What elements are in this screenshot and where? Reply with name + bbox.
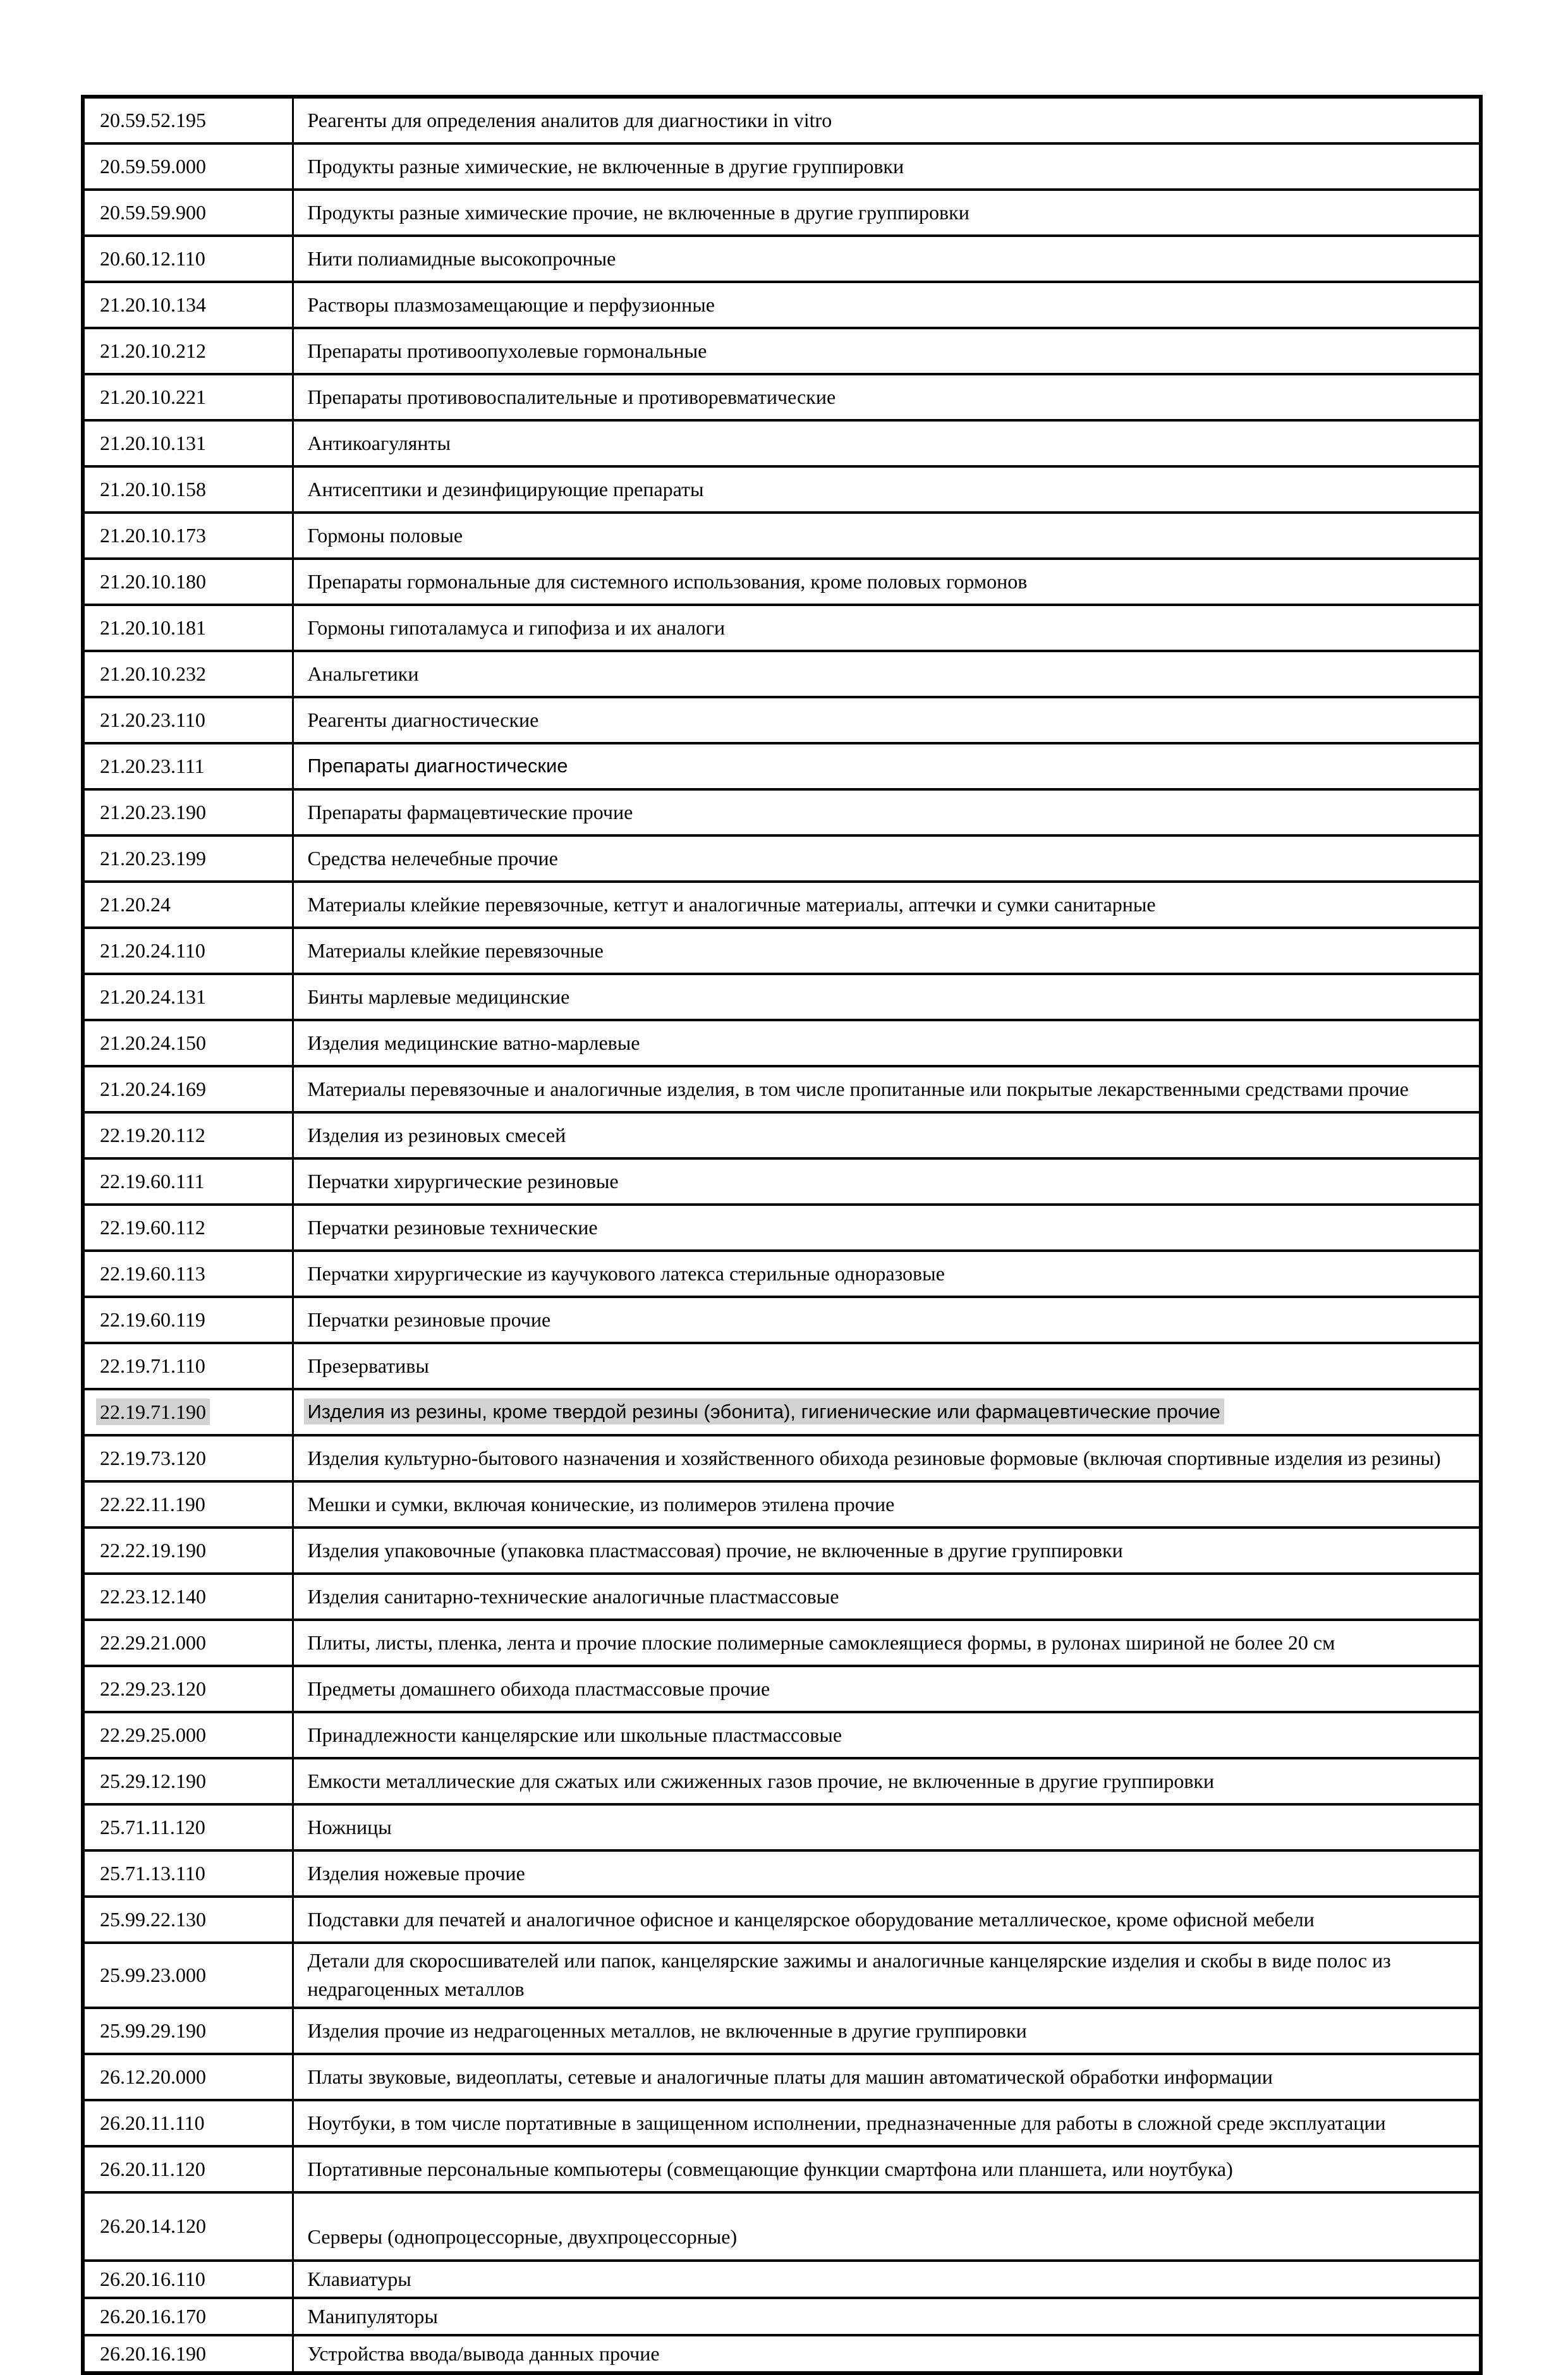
- table-row: [83, 328, 1481, 374]
- description-text: Препараты гормональные для системного использования, кроме половых гормонов: [307, 569, 1028, 593]
- code-cell: [83, 1574, 293, 1620]
- code-text: 22.19.20.112: [100, 1123, 205, 1146]
- code-text: 25.29.12.190: [100, 1769, 206, 1792]
- description-text: Принадлежности канцелярские или школьные пластмассовые: [307, 1723, 842, 1746]
- table-row: [83, 1251, 1481, 1297]
- description-cell: [293, 374, 1481, 420]
- table-row: [83, 143, 1481, 190]
- table-row: [83, 2192, 1481, 2261]
- table-row: [83, 835, 1481, 882]
- description-text: Изделия прочие из недрагоценных металлов, не включенные в другие группировки: [307, 2019, 1027, 2042]
- description-text: Средства нелечебные прочие: [307, 846, 558, 870]
- code-cell: [83, 2100, 293, 2146]
- description-cell: [293, 2298, 1481, 2335]
- description-text: Антикоагулянты: [307, 431, 451, 454]
- description-text: Нити полиамидные высокопрочные: [307, 246, 616, 270]
- code-text: 21.20.10.134: [100, 293, 206, 316]
- table-row: [83, 974, 1481, 1020]
- code-cell: [83, 1435, 293, 1481]
- description-cell: [293, 1297, 1481, 1343]
- table-body: [83, 97, 1481, 2373]
- code-text: 22.19.71.110: [100, 1354, 205, 1377]
- code-text: 21.20.24.150: [100, 1031, 206, 1054]
- code-text: 26.20.11.110: [100, 2111, 205, 2134]
- table-row: [83, 743, 1481, 789]
- description-cell: [293, 651, 1481, 697]
- code-text: 21.20.10.131: [100, 431, 206, 454]
- code-text: 21.20.10.212: [100, 339, 206, 362]
- description-text: Продукты разные химические прочие, не включенные в другие группировки: [307, 200, 969, 224]
- description-text: Препараты диагностические: [307, 755, 568, 777]
- table-row: [83, 559, 1481, 605]
- code-cell: [83, 2298, 293, 2335]
- code-cell: [83, 282, 293, 328]
- code-cell: [83, 743, 293, 789]
- code-cell: [83, 97, 293, 143]
- table-row: [83, 1804, 1481, 1850]
- code-text: 21.20.24.131: [100, 985, 206, 1008]
- code-text: 22.29.23.120: [100, 1677, 206, 1700]
- code-text: 22.19.60.112: [100, 1215, 205, 1239]
- code-text: 26.20.11.120: [100, 2157, 205, 2180]
- description-text: Ноутбуки, в том числе портативные в защищенном исполнении, предназначенные для работы в сложной среде эксплуатации: [307, 2111, 1386, 2134]
- code-text: 26.20.16.190: [100, 2342, 206, 2365]
- description-text: Реагенты для определения аналитов для диагностики in vitro: [307, 108, 832, 131]
- table-row: [83, 1620, 1481, 1666]
- code-text: 25.71.11.120: [100, 1815, 205, 1838]
- code-cell: [83, 236, 293, 282]
- description-text: Изделия из резиновых смесей: [307, 1123, 566, 1146]
- code-text: 20.60.12.110: [100, 246, 205, 270]
- description-text: Материалы перевязочные и аналогичные изделия, в том числе пропитанные или покрытые лекарственными средствами прочие: [307, 1077, 1409, 1100]
- description-cell: [293, 1251, 1481, 1297]
- code-text: 22.19.71.190: [96, 1399, 210, 1425]
- code-cell: [83, 1066, 293, 1112]
- table-row: [83, 1712, 1481, 1758]
- table-row: [83, 789, 1481, 835]
- description-cell: [293, 1389, 1481, 1435]
- code-text: 22.29.21.000: [100, 1631, 206, 1654]
- code-text: 22.19.60.113: [100, 1261, 205, 1285]
- table-row: [83, 1481, 1481, 1528]
- code-cell: [83, 1943, 293, 2008]
- code-text: 26.20.16.170: [100, 2304, 206, 2328]
- description-text: Серверы (однопроцессорные, двухпроцессорные): [307, 2225, 738, 2249]
- description-cell: [293, 420, 1481, 466]
- code-cell: [83, 1666, 293, 1712]
- code-cell: [83, 1528, 293, 1574]
- description-text: Плиты, листы, пленка, лента и прочие плоские полимерные самоклеящиеся формы, в рулонах шириной не более 20 см: [307, 1631, 1335, 1654]
- description-text: Детали для скоросшивателей или папок, канцелярские зажимы и аналогичные канцелярские изделия и скобы в виде полос из недрагоценных металлов: [307, 1949, 1391, 2001]
- description-cell: [293, 2146, 1481, 2192]
- description-text: Растворы плазмозамещающие и перфузионные: [307, 293, 715, 316]
- code-cell: [83, 1758, 293, 1804]
- table-row: [83, 1528, 1481, 1574]
- description-text: Материалы клейкие перевязочные, кетгут и аналогичные материалы, аптечки и сумки санитарные: [307, 892, 1156, 916]
- code-text: 21.20.24.169: [100, 1077, 206, 1100]
- table-row: [83, 651, 1481, 697]
- description-cell: [293, 928, 1481, 974]
- description-cell: [293, 974, 1481, 1020]
- code-text: 21.20.24: [100, 892, 171, 916]
- code-cell: [83, 882, 293, 928]
- description-text: Бинты марлевые медицинские: [307, 985, 570, 1008]
- code-text: 21.20.10.232: [100, 662, 206, 685]
- table-row: [83, 2335, 1481, 2373]
- description-cell: [293, 1758, 1481, 1804]
- description-cell: [293, 743, 1481, 789]
- code-text: 20.59.59.900: [100, 200, 206, 224]
- description-text: Емкости металлические для сжатых или сжиженных газов прочие, не включенные в другие группировки: [307, 1769, 1215, 1792]
- code-cell: [83, 328, 293, 374]
- code-cell: [83, 143, 293, 190]
- description-cell: [293, 1158, 1481, 1205]
- description-text: Предметы домашнего обихода пластмассовые прочие: [307, 1677, 770, 1700]
- table-row: [83, 1343, 1481, 1389]
- code-text: 25.71.13.110: [100, 1861, 205, 1885]
- code-text: 22.19.60.119: [100, 1308, 205, 1331]
- description-text: Антисептики и дезинфицирующие препараты: [307, 477, 704, 501]
- description-cell: [293, 1020, 1481, 1066]
- table-row: [83, 1066, 1481, 1112]
- description-text: Изделия ножевые прочие: [307, 1861, 525, 1885]
- code-cell: [83, 928, 293, 974]
- code-cell: [83, 2008, 293, 2054]
- description-cell: [293, 1435, 1481, 1481]
- code-cell: [83, 1481, 293, 1528]
- code-text: 22.19.73.120: [100, 1446, 206, 1469]
- table-row: [83, 2054, 1481, 2100]
- description-cell: [293, 513, 1481, 559]
- table-row: [83, 1943, 1481, 2008]
- code-cell: [83, 789, 293, 835]
- table-row: [83, 1297, 1481, 1343]
- description-cell: [293, 2100, 1481, 2146]
- description-cell: [293, 559, 1481, 605]
- table-row: [83, 97, 1481, 143]
- description-cell: [293, 882, 1481, 928]
- description-text: Материалы клейкие перевязочные: [307, 938, 604, 962]
- table-row: [83, 236, 1481, 282]
- description-cell: [293, 1066, 1481, 1112]
- code-text: 20.59.59.000: [100, 154, 206, 178]
- description-cell: [293, 282, 1481, 328]
- code-text: 21.20.23.111: [100, 754, 205, 777]
- description-cell: [293, 1343, 1481, 1389]
- code-cell: [83, 374, 293, 420]
- code-text: 21.20.10.221: [100, 385, 206, 408]
- table-row: [83, 1112, 1481, 1158]
- description-text: Устройства ввода/вывода данных прочие: [307, 2342, 660, 2365]
- code-cell: [83, 1804, 293, 1850]
- description-cell: [293, 190, 1481, 236]
- code-text: 26.20.14.120: [100, 2214, 206, 2238]
- description-cell: [293, 2335, 1481, 2373]
- code-cell: [83, 835, 293, 882]
- table-row: [83, 190, 1481, 236]
- description-text: Реагенты диагностические: [307, 708, 539, 731]
- description-text: Препараты противовоспалительные и противоревматические: [307, 385, 836, 408]
- description-cell: [293, 143, 1481, 190]
- code-cell: [83, 1251, 293, 1297]
- description-cell: [293, 2054, 1481, 2100]
- code-text: 22.22.11.190: [100, 1492, 205, 1516]
- description-cell: [293, 2008, 1481, 2054]
- code-text: 21.20.23.110: [100, 708, 205, 731]
- table-row: [83, 1205, 1481, 1251]
- code-cell: [83, 190, 293, 236]
- code-cell: [83, 2146, 293, 2192]
- description-text: Перчатки резиновые технические: [307, 1215, 598, 1239]
- table-row: [83, 605, 1481, 651]
- code-text: 25.99.22.130: [100, 1907, 206, 1931]
- code-cell: [83, 1343, 293, 1389]
- table-row: [83, 1574, 1481, 1620]
- description-text: Презервативы: [307, 1354, 429, 1377]
- code-text: 22.23.12.140: [100, 1584, 206, 1608]
- description-text: Изделия санитарно-технические аналогичные пластмассовые: [307, 1584, 839, 1608]
- description-text: Подставки для печатей и аналогичное офисное и канцелярское оборудование металлическое, кроме офисной мебели: [307, 1907, 1315, 1931]
- description-cell: [293, 789, 1481, 835]
- code-cell: [83, 466, 293, 513]
- description-text: Продукты разные химические, не включенные в другие группировки: [307, 154, 904, 178]
- description-text: Платы звуковые, видеоплаты, сетевые и аналогичные платы для машин автоматической обработки информации: [307, 2065, 1273, 2088]
- description-cell: [293, 466, 1481, 513]
- code-cell: [83, 1297, 293, 1343]
- code-cell: [83, 651, 293, 697]
- code-text: 21.20.24.110: [100, 938, 205, 962]
- code-cell: [83, 559, 293, 605]
- code-cell: [83, 1158, 293, 1205]
- description-text: Манипуляторы: [307, 2304, 438, 2328]
- code-text: 26.12.20.000: [100, 2065, 206, 2088]
- table-row: [83, 374, 1481, 420]
- description-cell: [293, 1943, 1481, 2008]
- table-row: [83, 2261, 1481, 2298]
- table-row: [83, 1435, 1481, 1481]
- description-cell: [293, 2192, 1481, 2261]
- description-cell: [293, 236, 1481, 282]
- code-cell: [83, 1205, 293, 1251]
- description-cell: [293, 605, 1481, 651]
- description-text: Препараты фармацевтические прочие: [307, 800, 633, 823]
- table-row: [83, 2100, 1481, 2146]
- description-cell: [293, 835, 1481, 882]
- code-text: 21.20.23.190: [100, 800, 206, 823]
- table-row: [83, 1850, 1481, 1897]
- description-cell: [293, 1528, 1481, 1574]
- code-text: 21.20.10.173: [100, 523, 206, 547]
- description-cell: [293, 97, 1481, 143]
- description-cell: [293, 328, 1481, 374]
- description-cell: [293, 697, 1481, 743]
- description-text: Изделия культурно-бытового назначения и хозяйственного обихода резиновые формовые (включая спортивные изделия из резины): [307, 1446, 1441, 1469]
- description-cell: [293, 1205, 1481, 1251]
- description-cell: [293, 1481, 1481, 1528]
- description-text: Портативные персональные компьютеры (совмещающие функции смартфона или планшета, или ноутбука): [307, 2157, 1233, 2180]
- description-cell: [293, 1804, 1481, 1850]
- code-cell: [83, 1020, 293, 1066]
- description-cell: [293, 1666, 1481, 1712]
- description-text: Гормоны гипоталамуса и гипофиза и их аналоги: [307, 616, 726, 639]
- code-cell: [83, 2261, 293, 2298]
- code-cell: [83, 605, 293, 651]
- code-text: 20.59.52.195: [100, 108, 206, 131]
- table-row: [83, 420, 1481, 466]
- table-row: [83, 1389, 1481, 1435]
- description-cell: [293, 1112, 1481, 1158]
- table-row: [83, 1897, 1481, 1943]
- description-text: Изделия упаковочные (упаковка пластмассовая) прочие, не включенные в другие группировки: [307, 1538, 1123, 1562]
- code-text: 22.22.19.190: [100, 1538, 206, 1562]
- code-text: 25.99.23.000: [100, 1963, 206, 1986]
- code-text: 25.99.29.190: [100, 2019, 206, 2042]
- description-cell: [293, 1712, 1481, 1758]
- code-text: 21.20.10.180: [100, 569, 206, 593]
- code-text: 26.20.16.110: [100, 2267, 205, 2290]
- description-text: Перчатки хирургические резиновые: [307, 1169, 619, 1193]
- description-text: Клавиатуры: [307, 2267, 411, 2290]
- table-row: [83, 1758, 1481, 1804]
- table-row: [83, 2146, 1481, 2192]
- code-cell: [83, 2192, 293, 2261]
- description-cell: [293, 2261, 1481, 2298]
- code-cell: [83, 1620, 293, 1666]
- table-row: [83, 1020, 1481, 1066]
- table-row: [83, 928, 1481, 974]
- description-text: Перчатки хирургические из каучукового латекса стерильные одноразовые: [307, 1261, 945, 1285]
- description-text: Изделия из резины, кроме твердой резины (эбонита), гигиенические или фармацевтические прочие: [304, 1399, 1224, 1424]
- code-text: 21.20.10.158: [100, 477, 206, 501]
- description-text: Препараты противоопухолевые гормональные: [307, 339, 707, 362]
- description-text: Перчатки резиновые прочие: [307, 1308, 551, 1331]
- table-row: [83, 1158, 1481, 1205]
- table-row: [83, 513, 1481, 559]
- code-cell: [83, 2335, 293, 2373]
- description-text: Ножницы: [307, 1815, 392, 1838]
- table-row: [83, 882, 1481, 928]
- description-text: Анальгетики: [307, 662, 419, 685]
- table-row: [83, 466, 1481, 513]
- description-text: Гормоны половые: [307, 523, 463, 547]
- table-row: [83, 282, 1481, 328]
- description-text: Мешки и сумки, включая конические, из полимеров этилена прочие: [307, 1492, 895, 1516]
- description-cell: [293, 1897, 1481, 1943]
- table-row: [83, 2008, 1481, 2054]
- description-cell: [293, 1574, 1481, 1620]
- code-cell: [83, 1112, 293, 1158]
- code-cell: [83, 1897, 293, 1943]
- code-cell: [83, 1712, 293, 1758]
- code-text: 22.29.25.000: [100, 1723, 206, 1746]
- code-text: 21.20.10.181: [100, 616, 206, 639]
- description-cell: [293, 1620, 1481, 1666]
- code-cell: [83, 974, 293, 1020]
- code-cell: [83, 513, 293, 559]
- code-cell: [83, 697, 293, 743]
- table-row: [83, 2298, 1481, 2335]
- product-codes-table: [81, 95, 1483, 2375]
- code-text: 21.20.23.199: [100, 846, 206, 870]
- description-cell: [293, 1850, 1481, 1897]
- code-cell: [83, 1850, 293, 1897]
- code-cell: [83, 2054, 293, 2100]
- table-row: [83, 1666, 1481, 1712]
- code-cell: [83, 420, 293, 466]
- code-text: 22.19.60.111: [100, 1169, 205, 1193]
- table-row: [83, 697, 1481, 743]
- code-cell: [83, 1389, 293, 1435]
- description-text: Изделия медицинские ватно-марлевые: [307, 1031, 640, 1054]
